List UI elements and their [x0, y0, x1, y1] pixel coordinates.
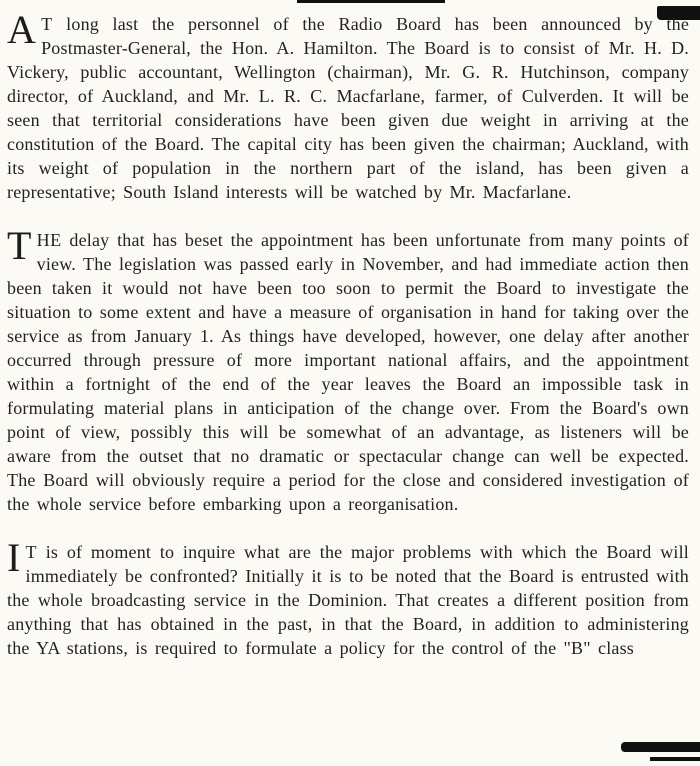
dropcap-paragraph-2: T [7, 223, 32, 268]
lead-word-paragraph-2: HE [36, 230, 62, 250]
paragraph-2-text: delay that has beset the appointment has been unfortunate from many points of view. The legislation was passed early in November, and had immediate action then been taken it would not have been too soon to permit the Board to investigate the situation to some extent and have a measure of organisation in hand for taking over the service as from January 1. As things have developed, however, one delay after another occurred through pressure of more important national affairs, and the appointment within a fortnight of the end of the year leaves the Board an impossible task in formulating material plans in anticipation of the change over. From the Board's own point of view, possibly this will be somewhat of an advantage, as listeners will be aware from the outset that no dramatic or spectacular change can well be expected. The Board will obviously require a period for the close and considered investigation of the whole service before embarking upon a reorganisation. [7, 230, 689, 514]
scan-artifact-bottom-right-line [650, 757, 700, 761]
dropcap-paragraph-3: I [7, 535, 21, 580]
scan-artifact-bottom-right-bar [621, 742, 700, 752]
dropcap-paragraph-1: A [7, 7, 37, 52]
article-body [7, 7, 690, 660]
paragraph-1 [7, 7, 690, 204]
paragraph-1-text: long last the personnel of the Radio Board has been announced by the Postmaster-General, the Hon. A. Hamilton. The Board is to consist of Mr. H. D. Vickery, public accountant, Wellington (chairman), Mr. G. R. Hutchinson, company director, of Auckland, and Mr. L. R. C. Macfarlane, farmer, of Culverden. It will be seen that territorial considerations have been given due weight in arriving at the constitution of the Board. The capital city has been given the chairman; Auckland, with its weight of population in the northern part of the island, has been given a representative; South Island interests will be watched by Mr. Macfarlane. [7, 14, 690, 202]
lead-word-paragraph-1: T [41, 14, 53, 34]
paragraph-3 [7, 535, 689, 660]
paragraph-2 [7, 223, 689, 516]
lead-word-paragraph-3: T [25, 542, 38, 562]
paragraph-3-text: is of moment to inquire what are the major problems with which the Board will immediately be confronted? Initially it is to be noted that the Board is entrusted with the whole broadcasting service in the Dominion. That creates a different position from anything that has obtained in the past, in that the Board, in addition to administering the YA stations, is required to formulate a policy for the control of the "B" class [7, 542, 689, 658]
scan-artifact-top-line [297, 0, 445, 3]
